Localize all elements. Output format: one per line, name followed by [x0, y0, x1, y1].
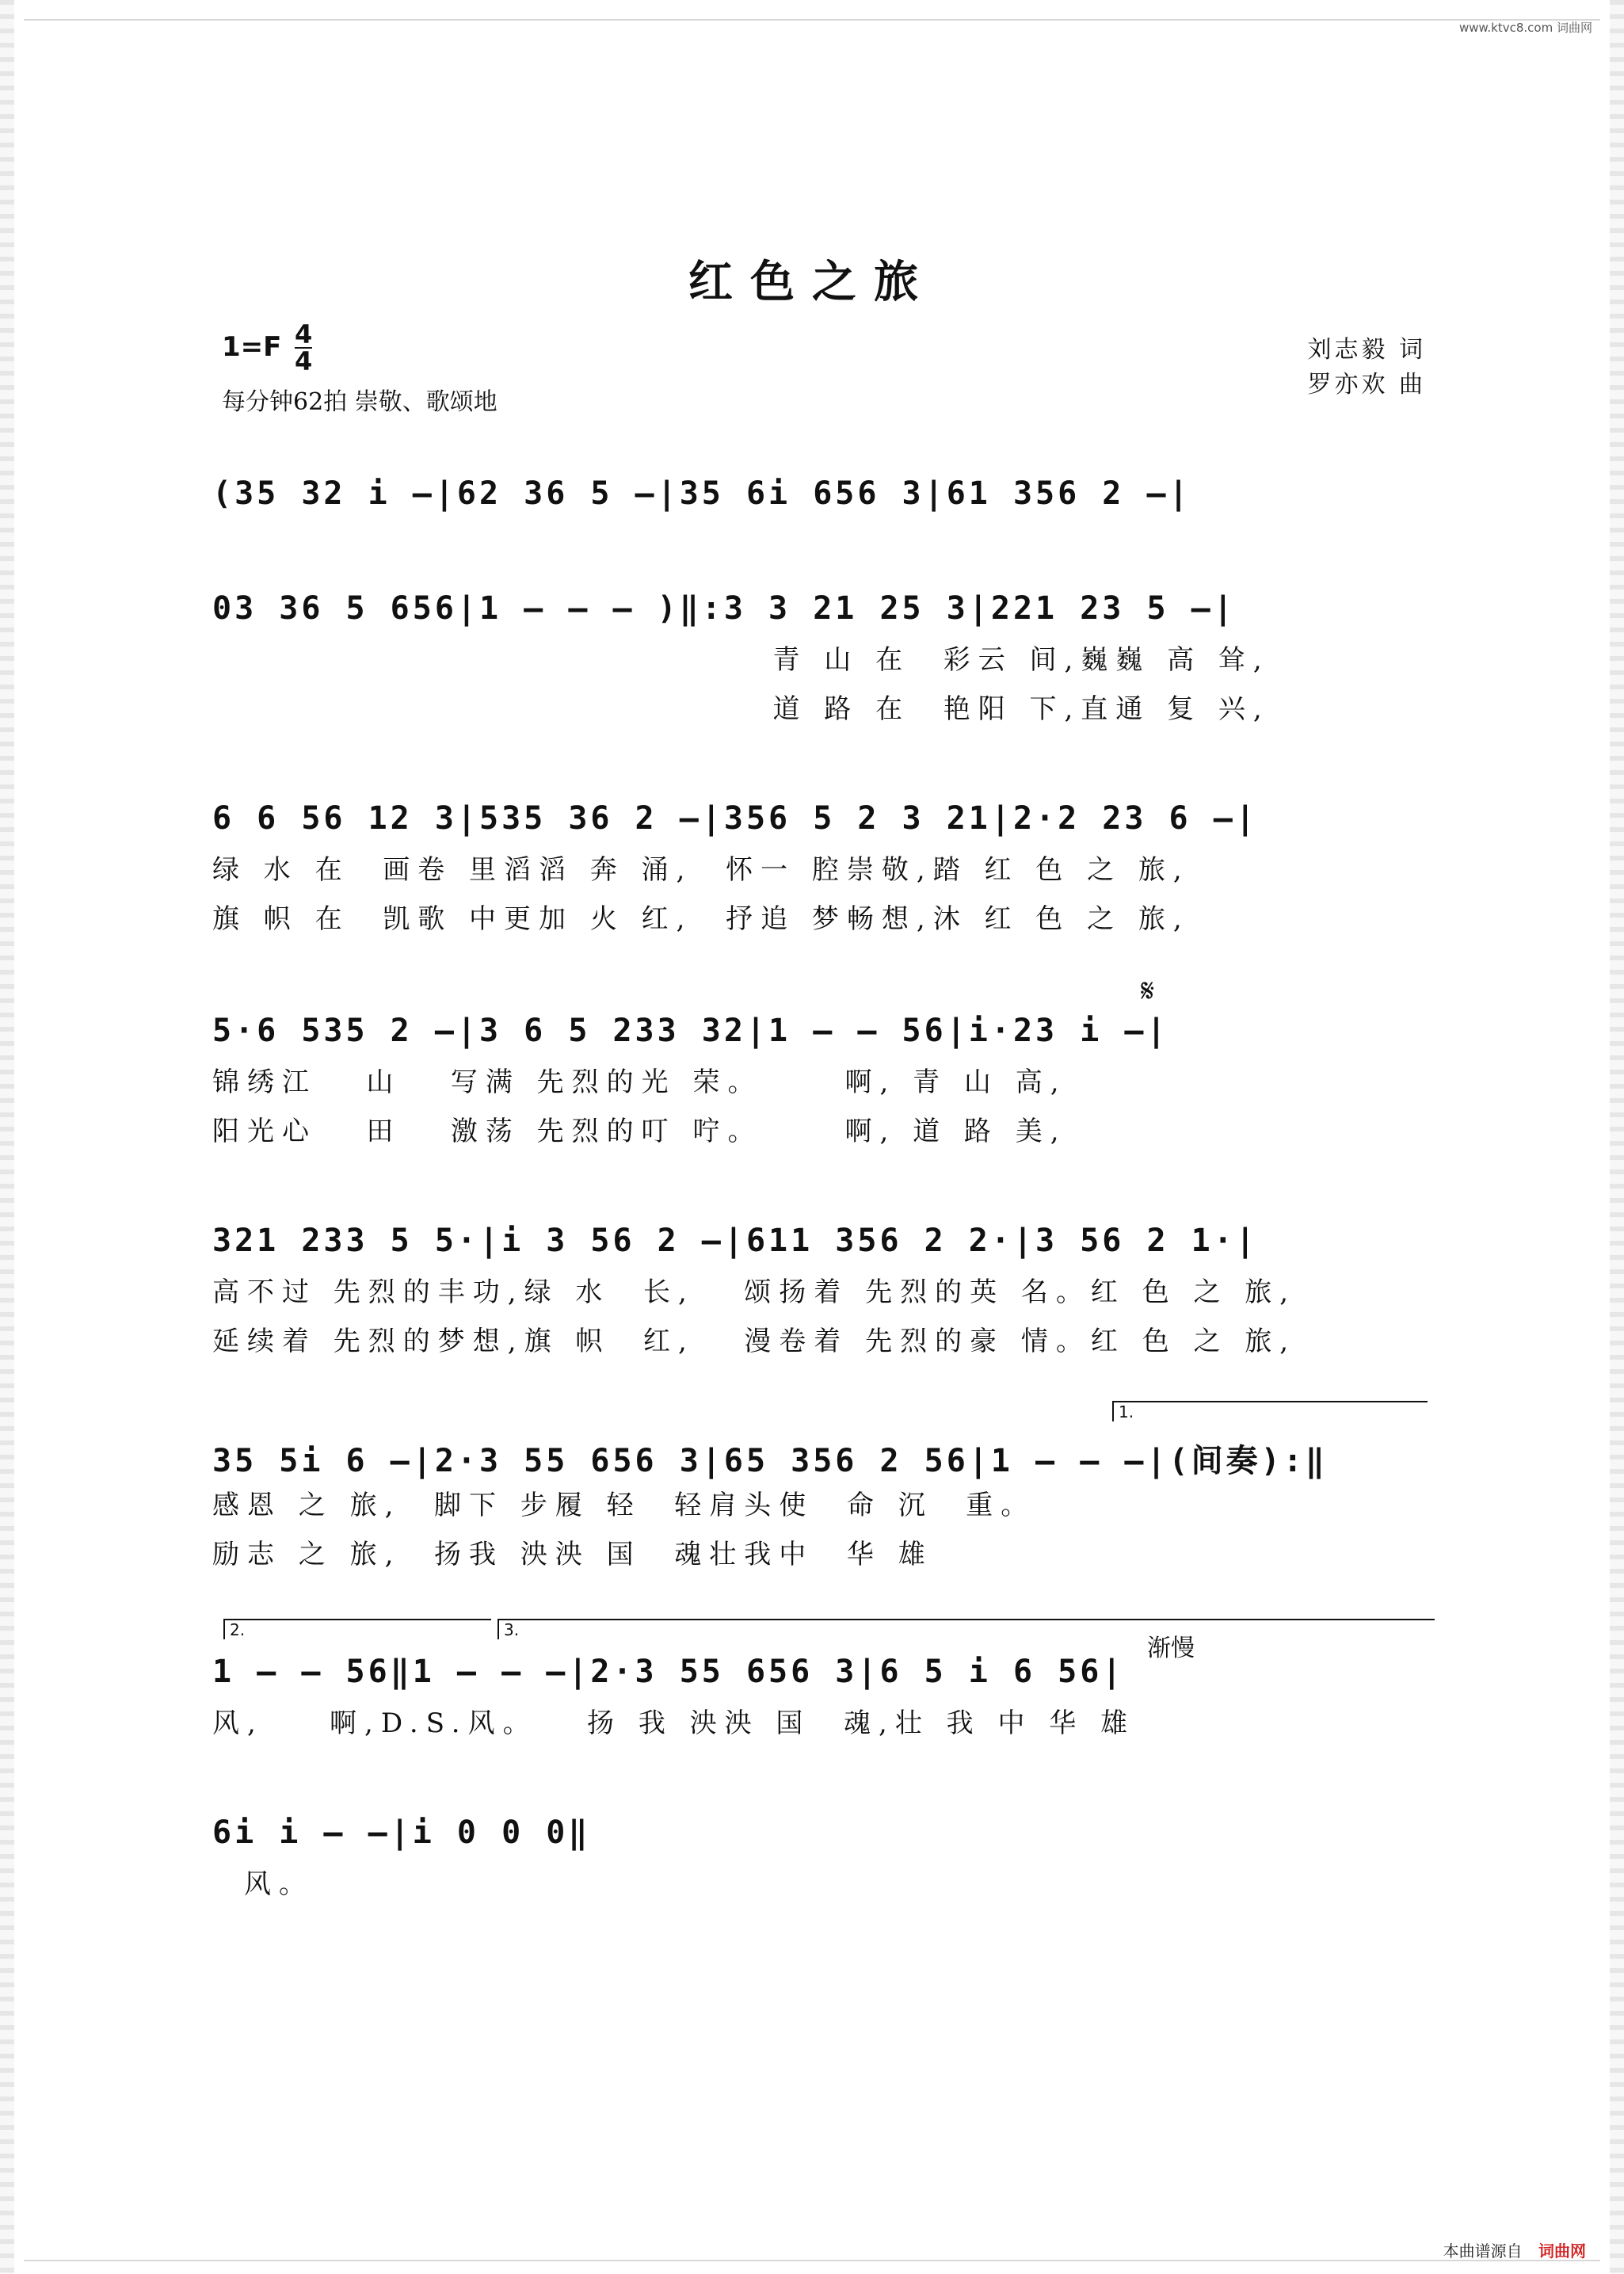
lyrics-verse-1: 高不过 先烈的丰功,绿 水 长, 颂扬着 先烈的英 名。红 色 之 旅,	[212, 1276, 1297, 1308]
time-signature-bottom: 4	[295, 346, 313, 376]
volta-1: 1.	[1112, 1401, 1428, 1421]
notation-line: (35 32 i —|62 36 5 —|35 6i 656 3|61 356 2 —|	[212, 475, 1191, 512]
notation-line: 6i i — —|i 0 0 0‖	[212, 1814, 591, 1851]
key-signature: 1=F	[222, 331, 282, 363]
credits	[1307, 333, 1426, 403]
right-decorative-strip	[1610, 0, 1624, 2274]
lyricist: 刘志毅 词	[1307, 336, 1426, 364]
lyrics-verse-1: 青 山 在 彩云 间,巍巍 高 耸,	[212, 644, 1270, 676]
score-system-7	[212, 1654, 1432, 1750]
footer-source: 本曲谱源自	[1443, 2242, 1523, 2261]
footer-brand[interactable]: 词曲网	[1538, 2242, 1586, 2261]
lyrics-verse-1: 锦绣江 山 写满 先烈的光 荣。 啊, 青 山 高,	[212, 1066, 1067, 1098]
lyrics-verse-2: 旗 帜 在 凯歌 中更加 火 红, 抒追 梦畅想,沐 红 色 之 旅,	[212, 903, 1190, 935]
notation-line: 6 6 56 12 3|535 36 2 —|356 5 2 3 21|2·2 23 6 —|	[212, 800, 1258, 837]
song-title: 红色之旅	[688, 256, 936, 308]
ritardando-mark: 渐慢	[1147, 1635, 1195, 1662]
score-system-4	[212, 1013, 1432, 1158]
volta-2: 2.	[223, 1619, 491, 1639]
footer	[1443, 2238, 1586, 2261]
lyrics-verse-1: 风, 啊,D.S.风。 扬 我 泱泱 国 魂,壮 我 中 华 雄	[212, 1707, 1136, 1739]
composer: 罗亦欢 曲	[1307, 371, 1426, 399]
tempo-marking: 每分钟62拍 崇敬、歌颂地	[222, 388, 497, 416]
lyrics-verse-1: 风。	[244, 1868, 314, 1900]
lyrics-verse-2: 延续着 先烈的梦想,旗 帜 红, 漫卷着 先烈的豪 情。红 色 之 旅,	[212, 1326, 1297, 1357]
volta-3: 3.	[497, 1619, 1435, 1639]
score-system-1	[212, 475, 1432, 523]
watermark: www.ktvc8.com 词曲网	[1458, 21, 1592, 35]
score-system-6	[212, 1436, 1432, 1581]
notation-line: 35 5i 6 —|2·3 55 656 3|65 356 2 56|1 — — —|(间奏):‖	[212, 1443, 1328, 1479]
notation-line: 321 233 5 5·|i 3 56 2 —|611 356 2 2·|3 56 2 1·|	[212, 1223, 1258, 1259]
left-decorative-strip	[0, 0, 14, 2274]
lyrics-verse-2: 道 路 在 艳阳 下,直通 复 兴,	[212, 693, 1270, 725]
notation-line: 03 36 5 656|1 — — — )‖:3 3 21 25 3|221 23 5 —|	[212, 590, 1236, 627]
time-signature-top: 4	[295, 319, 313, 349]
lyrics-verse-2: 励志 之 旅, 扬我 泱泱 国 魂壮我中 华 雄	[212, 1539, 933, 1570]
score-system-8	[212, 1814, 1432, 1911]
lyrics-verse-1: 感恩 之 旅, 脚下 步履 轻 轻肩头使 命 沉 重。	[212, 1490, 1036, 1521]
score-system-5	[212, 1223, 1432, 1368]
time-signature	[295, 319, 313, 376]
score-system-2	[212, 590, 1432, 736]
bottom-border	[24, 2260, 1600, 2261]
score-system-3	[212, 800, 1432, 946]
notation-line: 5·6 535 2 —|3 6 5 233 32|1 — — 56|i·23 i —|	[212, 1013, 1169, 1049]
notation-line: 1 — — 56‖1 — — —|2·3 55 656 3|6 5 i 6 56|	[212, 1654, 1125, 1690]
lyrics-verse-1: 绿 水 在 画卷 里滔滔 奔 涌, 怀一 腔崇敬,踏 红 色 之 旅,	[212, 854, 1190, 886]
top-border	[24, 19, 1600, 21]
lyrics-verse-2: 阳光心 田 激荡 先烈的叮 咛。 啊, 道 路 美,	[212, 1116, 1067, 1147]
segno-mark: 𝄋	[1141, 973, 1155, 1009]
